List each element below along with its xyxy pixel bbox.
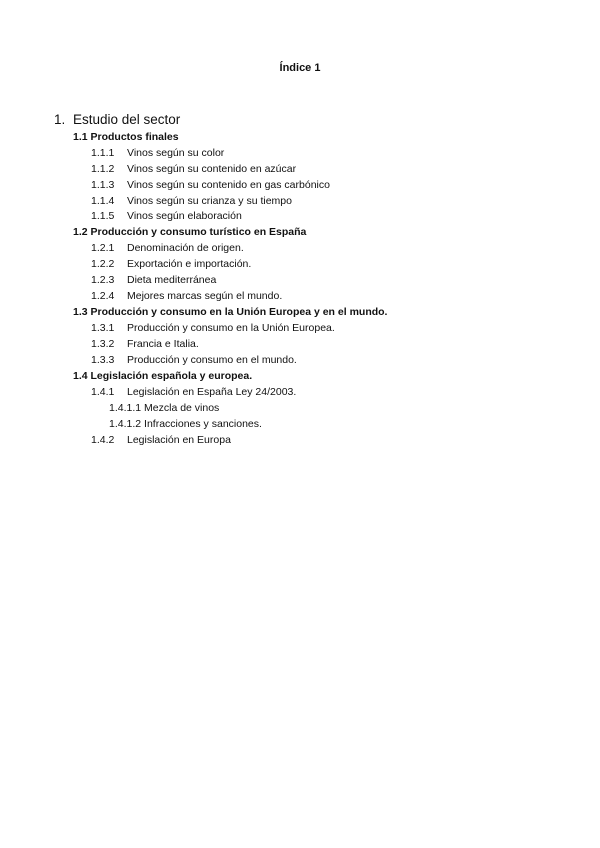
toc-item-label: Legislación en Europa bbox=[127, 434, 231, 446]
toc-section-1-4[interactable]: 1.4 Legislación española y europea. bbox=[73, 370, 253, 382]
toc-section-1-3[interactable]: 1.3 Producción y consumo en la Unión Europea y en el mundo. bbox=[73, 306, 388, 318]
page-title: Índice 1 bbox=[279, 62, 321, 74]
toc-item-number: 1.2.1 bbox=[91, 242, 115, 254]
toc-item-label: Producción y consumo en la Unión Europea. bbox=[127, 322, 335, 334]
toc-subitem[interactable]: 1.4.1.1 Mezcla de vinos bbox=[109, 402, 220, 414]
toc-section-1-2[interactable]: 1.2 Producción y consumo turístico en España bbox=[73, 226, 307, 238]
toc-item-label: Legislación en España Ley 24/2003. bbox=[127, 386, 297, 398]
toc-item[interactable] bbox=[91, 273, 216, 287]
toc-item-label: Francia e Italia. bbox=[127, 338, 199, 350]
toc-item-number: 1.1.5 bbox=[91, 210, 115, 222]
toc-item-number: 1.2.4 bbox=[91, 290, 115, 302]
toc-item-label: Denominación de origen. bbox=[127, 242, 244, 254]
toc-item[interactable] bbox=[91, 209, 242, 223]
toc-item-number: 1.1.4 bbox=[91, 195, 115, 207]
toc-item-label: Dieta mediterránea bbox=[127, 274, 217, 286]
toc-item-number: 1.2.2 bbox=[91, 258, 115, 270]
toc-item-number: 1.1.3 bbox=[91, 179, 115, 191]
toc-item[interactable] bbox=[91, 194, 292, 208]
toc-item[interactable] bbox=[91, 337, 199, 351]
toc-item-number: 1.1.1 bbox=[91, 147, 115, 159]
toc-item-label: Vinos según elaboración bbox=[127, 210, 242, 222]
toc-item[interactable] bbox=[91, 433, 231, 447]
toc-item-number: 1.1.2 bbox=[91, 163, 115, 175]
toc-item[interactable] bbox=[91, 385, 296, 399]
toc-item-number: 1.2.3 bbox=[91, 274, 115, 286]
toc-item[interactable] bbox=[91, 241, 244, 255]
toc-item-label: Vinos según su crianza y su tiempo bbox=[127, 195, 292, 207]
toc-item[interactable] bbox=[91, 146, 224, 160]
toc-item[interactable] bbox=[91, 162, 296, 176]
toc-item-number: 1.3.1 bbox=[91, 322, 115, 334]
toc-item-label: Vinos según su contenido en gas carbónico bbox=[127, 179, 330, 191]
toc-item-label: Mejores marcas según el mundo. bbox=[127, 290, 283, 302]
toc-item-label: Vinos según su contenido en azúcar bbox=[127, 163, 297, 175]
toc-section-1-1[interactable]: 1.1 Productos finales bbox=[73, 131, 179, 143]
toc-chapter[interactable] bbox=[54, 113, 180, 127]
toc-item[interactable] bbox=[91, 289, 282, 303]
toc-item-label: Producción y consumo en el mundo. bbox=[127, 354, 297, 366]
toc-item[interactable] bbox=[91, 178, 330, 192]
toc-chapter-number: 1. bbox=[54, 112, 66, 127]
toc-item-number: 1.3.2 bbox=[91, 338, 115, 350]
toc-chapter-label: Estudio del sector bbox=[73, 112, 181, 127]
toc-item-number: 1.4.1 bbox=[91, 386, 115, 398]
toc-item[interactable] bbox=[91, 257, 251, 271]
toc-subitem[interactable]: 1.4.1.2 Infracciones y sanciones. bbox=[109, 418, 262, 430]
toc-item-number: 1.3.3 bbox=[91, 354, 115, 366]
toc-item[interactable] bbox=[91, 321, 335, 335]
toc-item-number: 1.4.2 bbox=[91, 434, 115, 446]
toc-item-label: Vinos según su color bbox=[127, 147, 225, 159]
toc-item-label: Exportación e importación. bbox=[127, 258, 252, 270]
toc-item[interactable] bbox=[91, 353, 297, 367]
